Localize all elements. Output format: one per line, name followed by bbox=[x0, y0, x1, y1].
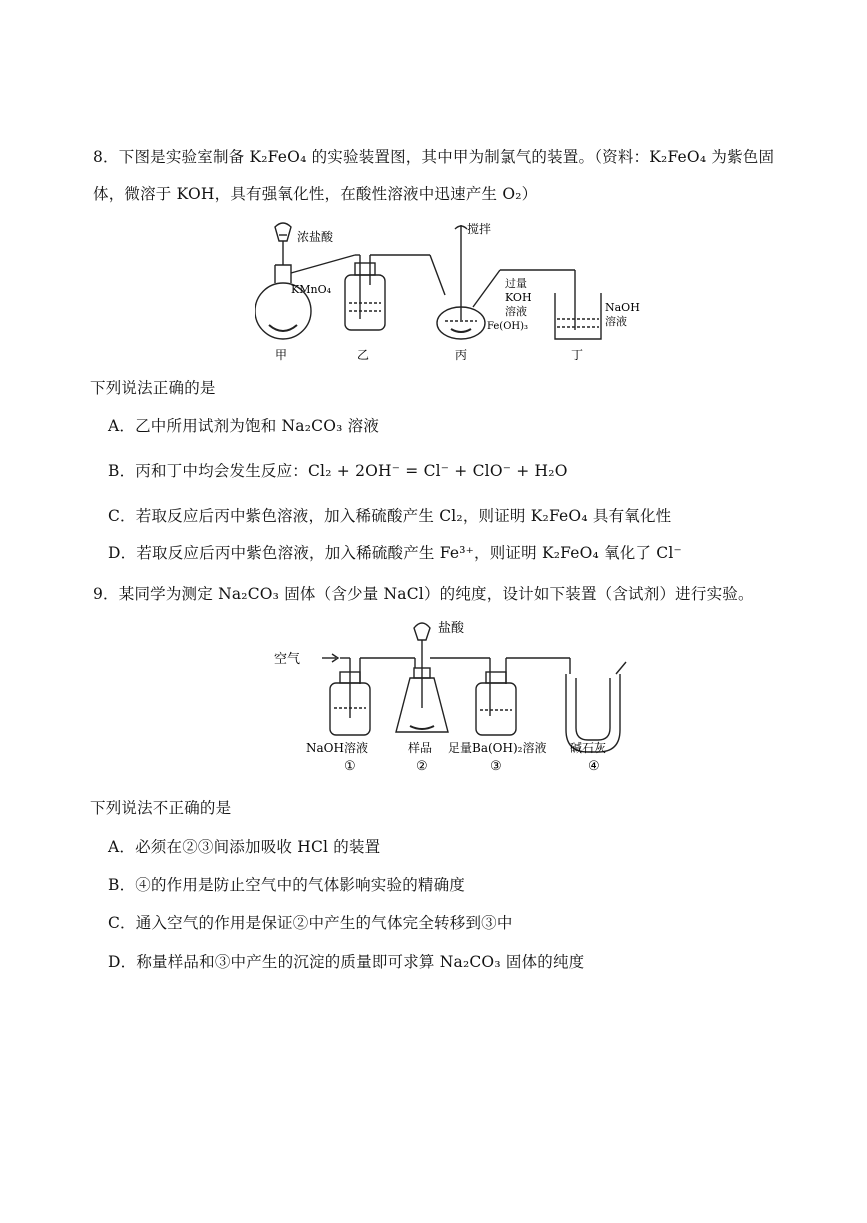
beaker bbox=[555, 293, 601, 339]
bottle-3 bbox=[476, 683, 516, 735]
label-ding: 丁 bbox=[571, 348, 584, 362]
q8-apparatus-figure bbox=[255, 215, 655, 365]
label-feoh3: Fe(OH)₃ bbox=[487, 321, 529, 332]
label-naoh-2: 溶液 bbox=[605, 315, 627, 328]
q8-question-prompt: 下列说法正确的是 bbox=[90, 379, 216, 397]
separatory-funnel bbox=[275, 223, 291, 241]
label-kmno4: KMnO₄ bbox=[291, 283, 331, 296]
label-bing: 丙 bbox=[455, 348, 468, 362]
q8-option-a: A．乙中所用试剂为饱和 Na₂CO₃ 溶液 bbox=[108, 417, 380, 435]
q8-option-b: B．丙和丁中均会发生反应：Cl₂ + 2OH⁻ = Cl⁻ + ClO⁻ + H₂O bbox=[108, 462, 568, 480]
label-koh-3: 溶液 bbox=[505, 305, 527, 318]
q8-stem-line2: 体，微溶于 KOH，具有强氧化性，在酸性溶液中迅速产生 O₂） bbox=[93, 185, 538, 203]
q9-option-d: D．称量样品和③中产生的沉淀的质量即可求算 Na₂CO₃ 固体的纯度 bbox=[108, 953, 585, 971]
q8-stem-line1: 8．下图是实验室制备 K₂FeO₄ 的实验装置图，其中甲为制氯气的装置。（资料：K₂FeO₄ 为紫色固 bbox=[93, 148, 775, 166]
q9-apparatus-figure bbox=[270, 618, 640, 776]
label-soda-lime: 碱石灰 bbox=[570, 741, 607, 755]
num-4: ④ bbox=[588, 759, 600, 774]
q9-question-prompt: 下列说法不正确的是 bbox=[90, 799, 232, 817]
q9-stem-line1: 9．某同学为测定 Na₂CO₃ 固体（含少量 NaCl）的纯度，设计如下装置（含试剂）进行实验。 bbox=[93, 585, 754, 603]
q8-apparatus-svg bbox=[255, 215, 655, 365]
label-naoh-1: NaOH bbox=[605, 301, 640, 314]
label-jia: 甲 bbox=[275, 348, 288, 362]
num-1: ① bbox=[344, 759, 356, 774]
q9-option-c: C．通入空气的作用是保证②中产生的气体完全转移到③中 bbox=[108, 914, 513, 932]
label-conc-hcl: 浓盐酸 bbox=[297, 230, 334, 244]
num-3: ③ bbox=[490, 759, 502, 774]
separatory-funnel-2 bbox=[414, 623, 430, 640]
label-stir: 搅拌 bbox=[467, 222, 492, 236]
label-naoh-solution: NaOH溶液 bbox=[306, 741, 368, 755]
q9-option-a: A．必须在②③间添加吸收 HCl 的装置 bbox=[108, 838, 381, 856]
label-yi: 乙 bbox=[357, 348, 370, 362]
q9-apparatus-svg bbox=[270, 618, 640, 776]
q9-option-b: B．④的作用是防止空气中的气体影响实验的精确度 bbox=[108, 876, 465, 894]
num-2: ② bbox=[416, 759, 428, 774]
q8-option-c: C．若取反应后丙中紫色溶液，加入稀硫酸产生 Cl₂，则证明 K₂FeO₄ 具有氧化性 bbox=[108, 507, 672, 525]
label-baoh2-solution: 足量Ba(OH)₂溶液 bbox=[448, 741, 547, 755]
label-koh-1: 过量 bbox=[505, 277, 527, 290]
label-hcl-9: 盐酸 bbox=[438, 621, 465, 636]
label-koh-2: KOH bbox=[505, 291, 532, 304]
label-air: 空气 bbox=[274, 652, 301, 667]
label-sample: 样品 bbox=[408, 741, 433, 755]
q8-option-d: D．若取反应后丙中紫色溶液，加入稀硫酸产生 Fe³⁺，则证明 K₂FeO₄ 氧化了 Cl⁻ bbox=[108, 544, 682, 562]
